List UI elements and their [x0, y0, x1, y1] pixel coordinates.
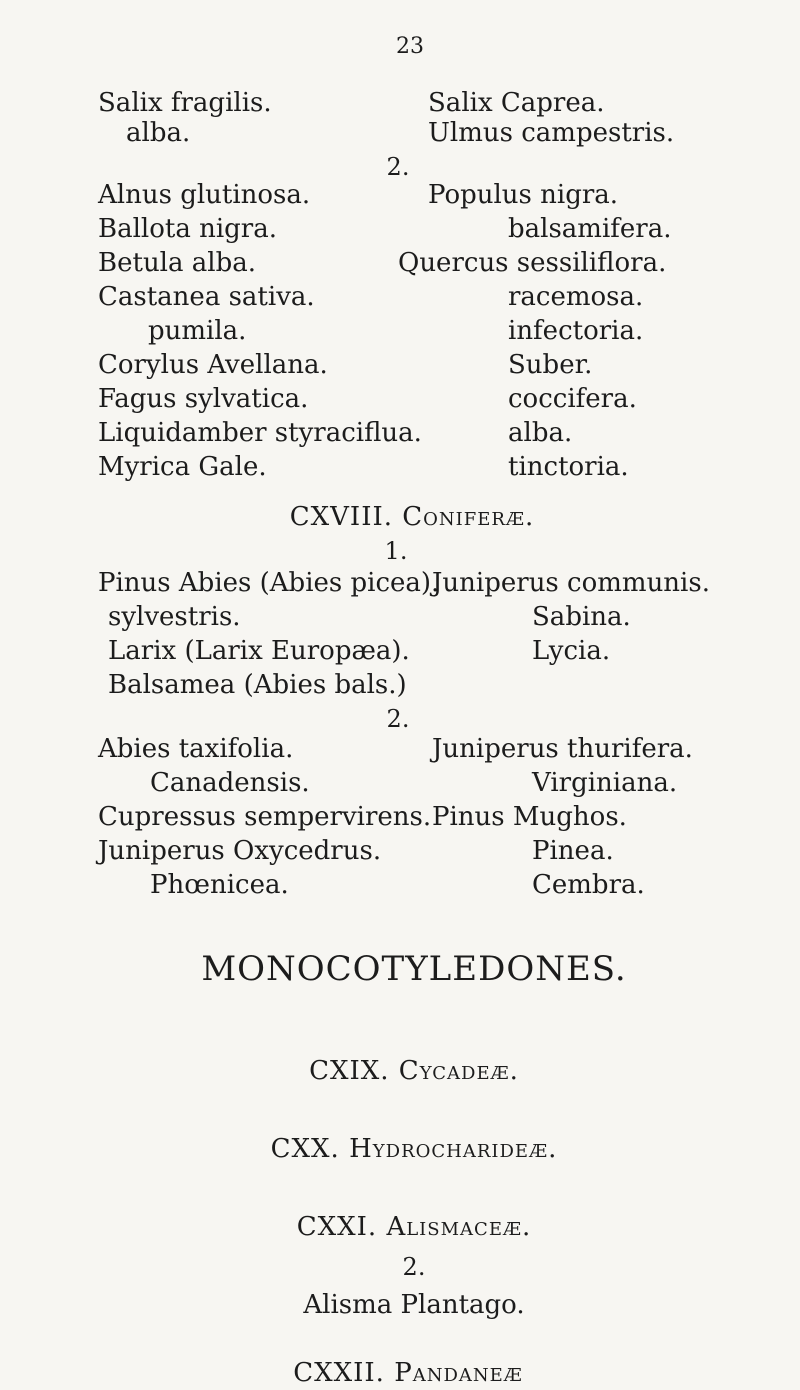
section-heading: CXIX. Cycadeæ. — [309, 1056, 519, 1086]
list-item: Alnus glutinosa. — [98, 180, 311, 210]
group-number: 2. — [402, 1253, 426, 1281]
section-heading: CXXI. Alismaceæ. — [296, 1212, 532, 1242]
list-item: balsamifera. — [508, 214, 672, 244]
list-item: alba. — [126, 118, 191, 148]
list-item: Suber. — [508, 350, 593, 380]
list-item: Sabina. — [532, 602, 631, 632]
list-item: Phœnicea. — [150, 870, 289, 900]
list-item: Betula alba. — [98, 248, 256, 278]
list-item: Juniperus communis. — [432, 568, 710, 598]
list-item: infectoria. — [508, 316, 644, 346]
list-item: Alisma Plantago. — [303, 1290, 525, 1320]
list-item: Ulmus campestris. — [428, 118, 675, 148]
section-heading: CXXII. Pandaneæ — [293, 1358, 523, 1388]
list-item: racemosa. — [508, 282, 644, 312]
list-item: Salix Caprea. — [428, 88, 605, 118]
list-item: Quercus sessiliflora. — [398, 248, 667, 278]
list-item: Castanea sativa. — [98, 282, 315, 312]
list-item: Virginiana. — [532, 768, 678, 798]
list-item: Liquidamber styraciflua. — [98, 418, 422, 448]
list-item: Juniperus Oxycedrus. — [98, 836, 382, 866]
list-item: Larix (Larix Europæa). — [108, 636, 410, 666]
page-number: 23 — [396, 34, 424, 59]
group-number: 2. — [386, 153, 410, 181]
list-item: Fagus sylvatica. — [98, 384, 309, 414]
group-number: 1. — [384, 537, 408, 565]
class-title: MONOCOTYLEDONES. — [201, 949, 627, 989]
list-item: alba. — [508, 418, 573, 448]
list-item: tinctoria. — [508, 452, 629, 482]
list-item: Abies taxifolia. — [98, 734, 294, 764]
list-item: Myrica Gale. — [98, 452, 267, 482]
group-number: 2. — [386, 705, 410, 733]
section-heading: CXVIII. Coniferæ. — [289, 502, 535, 532]
list-item: coccifera. — [508, 384, 637, 414]
list-item: Cembra. — [532, 870, 645, 900]
list-item: Populus nigra. — [428, 180, 619, 210]
list-item: Corylus Avellana. — [98, 350, 328, 380]
list-item: Pinea. — [532, 836, 614, 866]
list-item: pumila. — [148, 316, 247, 346]
list-item: Salix fragilis. — [98, 88, 272, 118]
list-item: Canadensis. — [150, 768, 310, 798]
list-item: Juniperus thurifera. — [432, 734, 693, 764]
list-item: Cupressus sempervirens. — [98, 802, 432, 832]
list-item: Pinus Abies (Abies picea). — [98, 568, 440, 598]
list-item: Balsamea (Abies bals.) — [108, 670, 407, 700]
list-item: Lycia. — [532, 636, 611, 666]
list-item: Ballota nigra. — [98, 214, 278, 244]
list-item: sylvestris. — [108, 602, 241, 632]
section-heading: CXX. Hydrocharideæ. — [270, 1134, 558, 1164]
list-item: Pinus Mughos. — [432, 802, 627, 832]
